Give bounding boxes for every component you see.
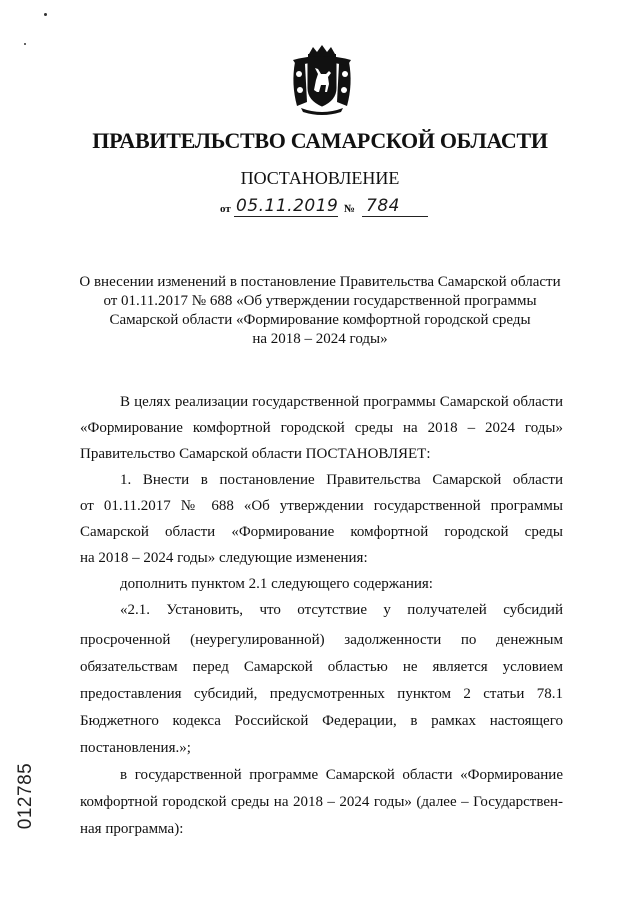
body-line: на 2018 – 2024 годы» следующие изменения:	[80, 550, 368, 566]
body-line: В целях реализации государственной программы Самарской области	[120, 394, 563, 410]
margin-stamp	[14, 762, 38, 832]
document-date: 05.11.2019	[236, 196, 339, 216]
body-line: «2.1. Установить, что отсутствие у получателей субсидий	[120, 602, 563, 618]
date-underline	[234, 216, 338, 217]
body-line: постановления.»;	[80, 740, 191, 756]
scan-speck	[24, 43, 26, 45]
body-line: Правительство Самарской области ПОСТАНОВЛЯЕТ:	[80, 446, 431, 462]
body-line: 1. Внести в постановление Правительства Самарской области	[120, 472, 563, 488]
body-line: дополнить пунктом 2.1 следующего содержания:	[120, 576, 433, 592]
government-title: ПРАВИТЕЛЬСТВО САМАРСКОЙ ОБЛАСТИ	[92, 128, 548, 153]
date-number-line	[220, 196, 430, 218]
number-prefix: №	[344, 203, 356, 215]
body-line: в государственной программе Самарской области «Формирование	[120, 767, 563, 783]
document-number: 784	[366, 196, 400, 216]
body-line: предоставления субсидий, предусмотренных пунктом 2 статьи 78.1	[80, 686, 563, 702]
body-line: Самарской области «Формирование комфортной городской среды	[80, 524, 563, 540]
document-type: ПОСТАНОВЛЕНИЕ	[240, 168, 400, 188]
body-line: обязательствам перед Самарской областью не является условием	[80, 659, 563, 675]
body-line: Бюджетного кодекса Российской Федерации, в рамках настоящего	[80, 713, 563, 729]
document-subject	[70, 273, 570, 349]
body-line: комфортной городской среды на 2018 – 2024 годы» (далее – Государствен-	[80, 794, 563, 810]
number-underline	[362, 216, 428, 217]
margin-stamp-number: 012785	[15, 762, 36, 830]
body-line: просроченной (неурегулированной) задолженности по денежным	[80, 632, 563, 648]
subject-line: на 2018 – 2024 годы»	[252, 331, 388, 347]
date-prefix: от	[220, 203, 231, 215]
subject-line: О внесении изменений в постановление Правительства Самарской области	[79, 274, 561, 290]
scan-speck	[44, 13, 47, 16]
subject-line: от 01.11.2017 № 688 «Об утверждении государственной программы	[103, 293, 537, 309]
samara-coat-of-arms-icon	[287, 44, 357, 116]
body-line: от 01.11.2017 № 688 «Об утверждении государственной программы	[80, 498, 563, 514]
body-line: «Формирование комфортной городской среды на 2018 – 2024 годы»	[80, 420, 563, 436]
body-line: ная программа):	[80, 821, 184, 837]
subject-line: Самарской области «Формирование комфортной городской среды	[109, 312, 531, 328]
